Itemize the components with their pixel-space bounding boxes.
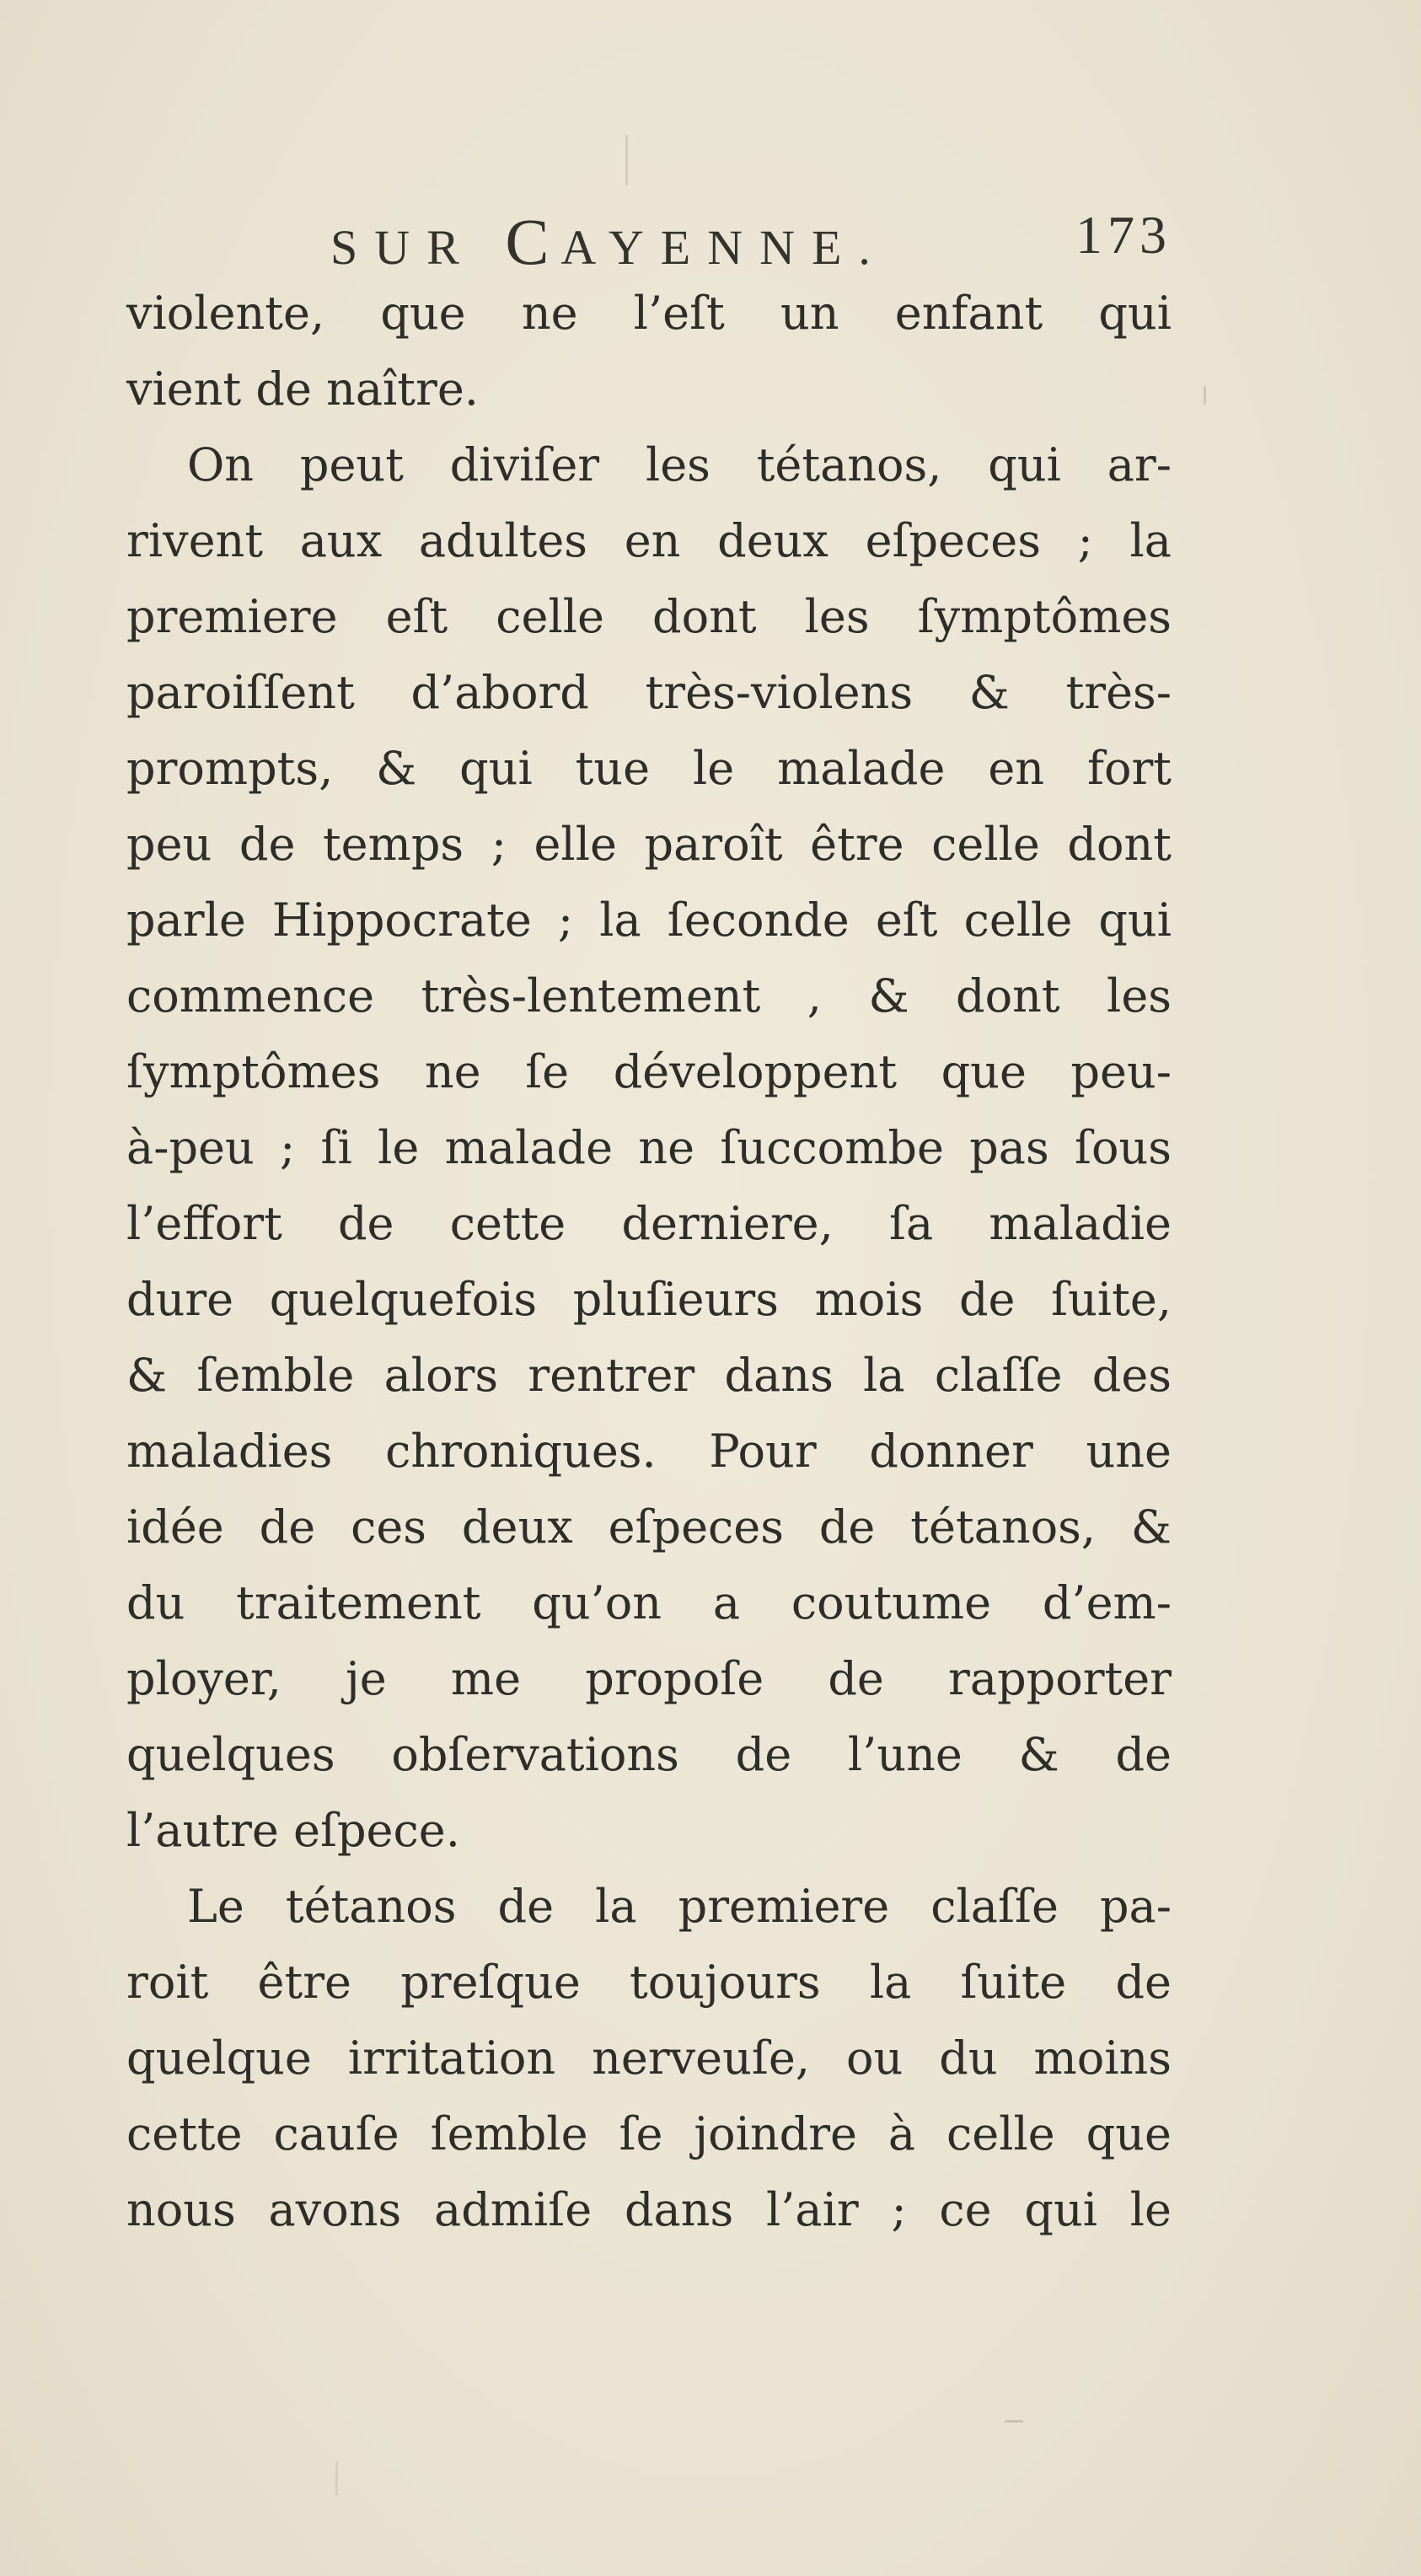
text-line: cette cauſe ſemble ſe joindre à celle que xyxy=(126,2107,1172,2160)
text-line: à-peu ; ſi le malade ne ſuccombe pas ſous xyxy=(126,1121,1172,1174)
running-head xyxy=(330,204,887,280)
text-line: ſymptômes ne ſe développent que peu- xyxy=(126,1045,1172,1098)
text-line: roit être preſque toujours la ſuite de xyxy=(126,1956,1172,2009)
paper-mark xyxy=(625,135,628,185)
text-line: premiere eſt celle dont les ſymptômes xyxy=(126,590,1172,643)
running-head-prefix: SUR xyxy=(330,220,506,275)
text-line: l’effort de cette derniere, ſa maladie xyxy=(126,1197,1172,1250)
running-head-capital: C xyxy=(505,205,561,278)
text-line: idée de ces deux eſpeces de tétanos, & xyxy=(126,1500,1172,1554)
text-line: dure quelquefois pluſieurs mois de ſuite, xyxy=(126,1273,1172,1326)
running-head-rest: AYENNE. xyxy=(560,220,887,275)
text-line: quelque irritation nerveuſe, ou du moins xyxy=(126,2031,1172,2085)
text-line: vient de naître. xyxy=(126,362,479,416)
text-line: peu de temps ; elle paroît être celle dont xyxy=(126,818,1172,871)
text-line: On peut diviſer les tétanos, qui ar- xyxy=(187,438,1172,491)
page-number: 173 xyxy=(1075,205,1172,265)
text-line: Le tétanos de la premiere claſſe pa- xyxy=(187,1880,1172,1933)
paper-mark xyxy=(1204,386,1206,405)
text-line: commence très-lentement , & dont les xyxy=(126,969,1172,1022)
text-line: paroiſſent d’abord très-violens & très- xyxy=(126,666,1172,719)
paper-mark xyxy=(335,2461,338,2495)
text-line: & ſemble alors rentrer dans la claſſe des xyxy=(126,1349,1172,1402)
text-line: prompts, & qui tue le malade en fort xyxy=(126,742,1172,795)
text-line: rivent aux adultes en deux eſpeces ; la xyxy=(126,514,1172,567)
text-line: parle Hippocrate ; la ſeconde eſt celle qui xyxy=(126,894,1172,947)
text-line: maladies chroniques. Pour donner une xyxy=(126,1425,1172,1478)
text-line: du traitement qu’on a coutume d’em- xyxy=(126,1576,1172,1629)
text-line: quelques obſervations de l’une & de xyxy=(126,1728,1172,1781)
text-line: nous avons admiſe dans l’air ; ce qui le xyxy=(126,2183,1172,2236)
page-header xyxy=(126,204,1172,278)
text-line: l’autre eſpece. xyxy=(126,1804,460,1857)
paper-mark xyxy=(1005,2420,1023,2423)
text-line: violente, que ne l’eſt un enfant qui xyxy=(126,287,1172,340)
text-line: ployer, je me propoſe de rapporter xyxy=(126,1652,1172,1705)
